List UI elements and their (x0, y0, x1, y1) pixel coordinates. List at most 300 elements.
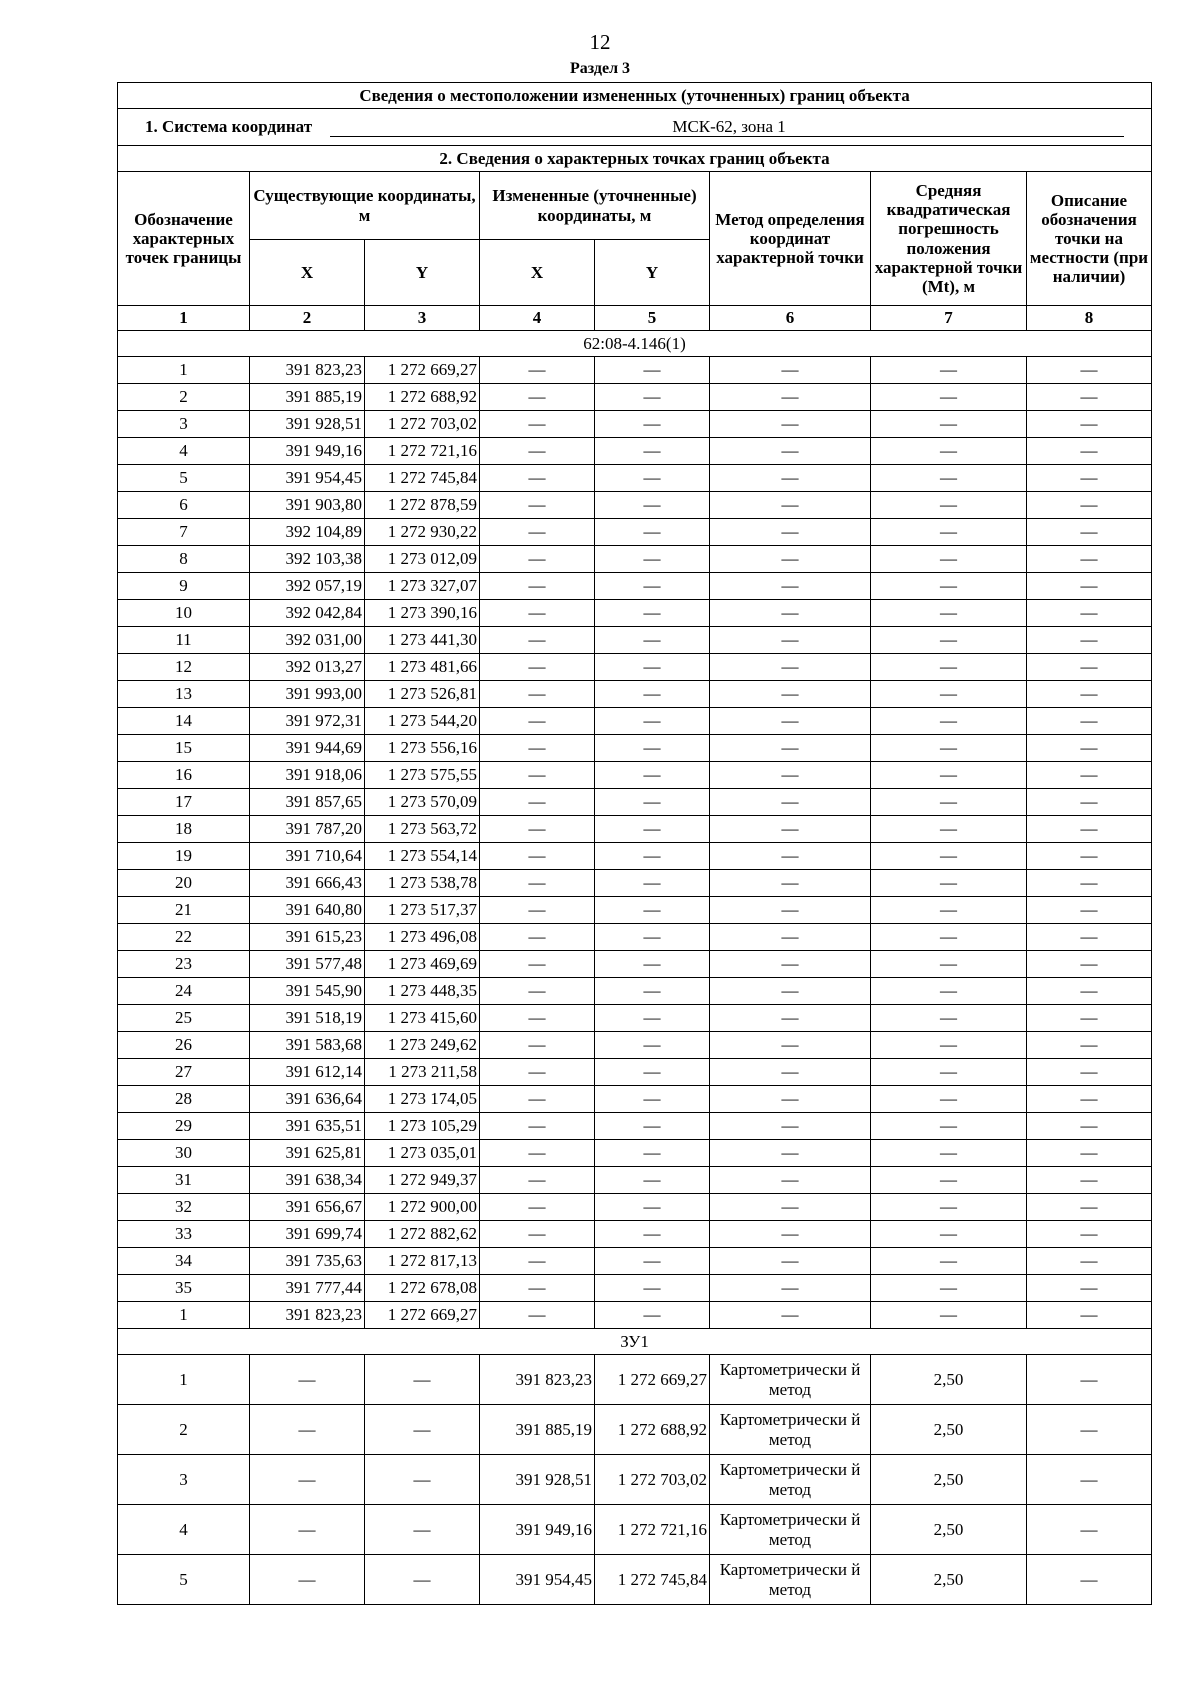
table-row (118, 1505, 1152, 1555)
table-cell: 13 (118, 681, 250, 708)
table-cell: 28 (118, 1086, 250, 1113)
table-cell: Картометрически й метод (710, 1505, 871, 1555)
column-numbers-row (118, 306, 1152, 331)
group-name: ЗУ1 (118, 1329, 1152, 1355)
table-cell: — (480, 870, 595, 897)
table-cell: — (480, 843, 595, 870)
column-number: 2 (250, 306, 365, 331)
table-cell: 18 (118, 816, 250, 843)
table-cell: — (871, 1167, 1027, 1194)
table-row (118, 1032, 1152, 1059)
table-cell: — (595, 1221, 710, 1248)
table-cell: — (871, 735, 1027, 762)
table-cell: 7 (118, 519, 250, 546)
table-cell: — (871, 357, 1027, 384)
table-cell: — (1027, 870, 1152, 897)
table-cell: — (1027, 1140, 1152, 1167)
group-name: 62:08-4.146(1) (118, 331, 1152, 357)
table-cell: — (595, 492, 710, 519)
table-cell: — (710, 1275, 871, 1302)
table-cell: — (595, 789, 710, 816)
table-cell: — (1027, 897, 1152, 924)
table-cell: 31 (118, 1167, 250, 1194)
table-row (118, 573, 1152, 600)
table-cell: 1 273 211,58 (365, 1059, 480, 1086)
table-row (118, 546, 1152, 573)
table-row (118, 1302, 1152, 1329)
table-cell: — (710, 1032, 871, 1059)
table-cell: — (1027, 681, 1152, 708)
table-cell: — (1027, 924, 1152, 951)
table-cell: 2,50 (871, 1455, 1027, 1505)
table-cell: — (1027, 1167, 1152, 1194)
table-cell: — (595, 816, 710, 843)
table-row (118, 1059, 1152, 1086)
table-cell: 1 273 563,72 (365, 816, 480, 843)
table-cell: 391 710,64 (250, 843, 365, 870)
table-cell: 391 954,45 (250, 465, 365, 492)
table-cell: 1 (118, 357, 250, 384)
table-cell: — (710, 1140, 871, 1167)
table-cell: — (595, 1032, 710, 1059)
table-cell: 392 042,84 (250, 600, 365, 627)
table-cell: — (595, 978, 710, 1005)
table-cell: — (710, 546, 871, 573)
table-cell: 391 949,16 (250, 438, 365, 465)
table-cell: 391 944,69 (250, 735, 365, 762)
table-cell: 1 273 035,01 (365, 1140, 480, 1167)
table-cell: — (1027, 465, 1152, 492)
table-cell: 391 918,06 (250, 762, 365, 789)
table-cell: — (871, 681, 1027, 708)
table-cell: — (710, 465, 871, 492)
table-cell: 3 (118, 1455, 250, 1505)
table-row (118, 762, 1152, 789)
boundary-points-table (117, 82, 1152, 1605)
table-cell: — (480, 789, 595, 816)
table-cell: 391 823,23 (250, 357, 365, 384)
table-cell: 24 (118, 978, 250, 1005)
table-cell: 1 273 448,35 (365, 978, 480, 1005)
table-cell: 391 577,48 (250, 951, 365, 978)
table-cell: 391 518,19 (250, 1005, 365, 1032)
points-title: 2. Сведения о характерных точках границ объекта (118, 146, 1152, 172)
table-cell: 392 057,19 (250, 573, 365, 600)
table-row (118, 357, 1152, 384)
table-cell: 391 638,34 (250, 1167, 365, 1194)
table-cell: — (365, 1505, 480, 1555)
table-row (118, 438, 1152, 465)
table-cell: — (480, 465, 595, 492)
table-cell: 1 273 415,60 (365, 1005, 480, 1032)
table-cell: — (710, 1302, 871, 1329)
table-cell: — (365, 1455, 480, 1505)
table-cell: 1 272 703,02 (365, 411, 480, 438)
table-cell: — (710, 978, 871, 1005)
table-cell: 1 272 721,16 (595, 1505, 710, 1555)
table-cell: 391 903,80 (250, 492, 365, 519)
table-cell: 2,50 (871, 1555, 1027, 1605)
group-row (118, 1329, 1152, 1355)
table-row (118, 411, 1152, 438)
table-row (118, 1113, 1152, 1140)
header-changed-y: Y (595, 240, 710, 306)
table-cell: — (1027, 1555, 1152, 1605)
table-cell: 1 273 570,09 (365, 789, 480, 816)
table-cell: — (710, 816, 871, 843)
table-cell: — (871, 708, 1027, 735)
table-cell: — (710, 600, 871, 627)
table-cell: 391 787,20 (250, 816, 365, 843)
table-cell: — (595, 897, 710, 924)
table-cell: — (710, 1113, 871, 1140)
table-cell: — (871, 951, 1027, 978)
table-cell: 11 (118, 627, 250, 654)
table-cell: — (1027, 519, 1152, 546)
table-cell: — (710, 843, 871, 870)
table-cell: 1 273 012,09 (365, 546, 480, 573)
table-cell: — (1027, 627, 1152, 654)
table-cell: — (1027, 762, 1152, 789)
table-cell: — (480, 384, 595, 411)
table-cell: — (365, 1555, 480, 1605)
table-cell: — (595, 1275, 710, 1302)
table-cell: 391 928,51 (250, 411, 365, 438)
table-cell: 2,50 (871, 1505, 1027, 1555)
table-cell: 391 625,81 (250, 1140, 365, 1167)
table-cell: — (595, 465, 710, 492)
table-cell: — (871, 411, 1027, 438)
table-cell: — (871, 1221, 1027, 1248)
table-cell: — (480, 654, 595, 681)
table-cell: — (1027, 600, 1152, 627)
table-cell: 391 635,51 (250, 1113, 365, 1140)
table-cell: 391 640,80 (250, 897, 365, 924)
table-cell: — (710, 384, 871, 411)
table-cell: 8 (118, 546, 250, 573)
table-cell: 1 273 249,62 (365, 1032, 480, 1059)
coord-system-row (118, 109, 1152, 146)
table-cell: — (1027, 1032, 1152, 1059)
header-description: Описание обозначения точки на местности (при наличии) (1027, 172, 1152, 306)
table-cell: 1 273 481,66 (365, 654, 480, 681)
table-cell: — (250, 1405, 365, 1455)
table-row (118, 519, 1152, 546)
table-row (118, 1005, 1152, 1032)
table-cell: — (710, 519, 871, 546)
table-cell: 19 (118, 843, 250, 870)
table-cell: 1 273 575,55 (365, 762, 480, 789)
table-cell: 391 823,23 (250, 1302, 365, 1329)
table-cell: — (480, 627, 595, 654)
table-cell: — (480, 492, 595, 519)
table-cell: 1 272 817,13 (365, 1248, 480, 1275)
table-row (118, 1275, 1152, 1302)
table-cell: — (480, 735, 595, 762)
table-cell: — (871, 546, 1027, 573)
table-cell: 391 823,23 (480, 1355, 595, 1405)
table-cell: — (871, 843, 1027, 870)
table-row (118, 1221, 1152, 1248)
table-cell: — (710, 627, 871, 654)
group-row (118, 331, 1152, 357)
table-cell: — (595, 843, 710, 870)
table-cell: 392 103,38 (250, 546, 365, 573)
table-cell: — (710, 1194, 871, 1221)
table-cell: — (1027, 1086, 1152, 1113)
table-row (118, 843, 1152, 870)
table-cell: — (250, 1455, 365, 1505)
table-cell: — (871, 816, 1027, 843)
table-row (118, 1355, 1152, 1405)
table-cell: 14 (118, 708, 250, 735)
table-cell: — (250, 1355, 365, 1405)
table-cell: 9 (118, 573, 250, 600)
table-cell: 1 273 327,07 (365, 573, 480, 600)
table-cell: 1 273 538,78 (365, 870, 480, 897)
table-row (118, 1086, 1152, 1113)
table-cell: 16 (118, 762, 250, 789)
table-cell: — (595, 708, 710, 735)
table-cell: — (1027, 438, 1152, 465)
table-cell: — (710, 924, 871, 951)
table-cell: 1 273 105,29 (365, 1113, 480, 1140)
header-existing-x: X (250, 240, 365, 306)
table-cell: — (595, 573, 710, 600)
table-cell: 1 272 882,62 (365, 1221, 480, 1248)
table-cell: Картометрически й метод (710, 1455, 871, 1505)
table-cell: 391 666,43 (250, 870, 365, 897)
table-cell: — (480, 1221, 595, 1248)
table-cell: — (710, 897, 871, 924)
table-cell: 10 (118, 600, 250, 627)
table-cell: — (595, 1248, 710, 1275)
table-cell: — (871, 870, 1027, 897)
table-row (118, 1140, 1152, 1167)
table-cell: 391 612,14 (250, 1059, 365, 1086)
table-cell: 1 272 669,27 (595, 1355, 710, 1405)
table-cell: 1 272 745,84 (365, 465, 480, 492)
table-cell: — (480, 1032, 595, 1059)
table-cell: — (1027, 1302, 1152, 1329)
table-cell: — (710, 870, 871, 897)
table-cell: 1 273 496,08 (365, 924, 480, 951)
table-cell: — (480, 1059, 595, 1086)
table-cell: 1 272 678,08 (365, 1275, 480, 1302)
table-cell: — (871, 1086, 1027, 1113)
table-cell: — (480, 546, 595, 573)
table-row (118, 600, 1152, 627)
table-cell: — (1027, 843, 1152, 870)
table-cell: 30 (118, 1140, 250, 1167)
table-cell: — (480, 1113, 595, 1140)
table-cell: — (595, 546, 710, 573)
table-cell: — (871, 1005, 1027, 1032)
table-cell: — (1027, 1405, 1152, 1455)
table-row (118, 1555, 1152, 1605)
table-cell: — (480, 519, 595, 546)
table-cell: — (710, 492, 871, 519)
table-cell: 1 272 703,02 (595, 1455, 710, 1505)
table-row (118, 492, 1152, 519)
table-cell: — (710, 357, 871, 384)
table-cell: 2,50 (871, 1405, 1027, 1455)
table-cell: — (480, 681, 595, 708)
section-title: Раздел 3 (569, 60, 631, 77)
table-cell: — (1027, 1248, 1152, 1275)
table-cell: 33 (118, 1221, 250, 1248)
table-cell: — (710, 1005, 871, 1032)
table-cell: — (480, 951, 595, 978)
table-cell: 32 (118, 1194, 250, 1221)
table-row (118, 384, 1152, 411)
table-cell: 1 272 878,59 (365, 492, 480, 519)
table-cell: 1 273 469,69 (365, 951, 480, 978)
table-cell: — (710, 1086, 871, 1113)
table-cell: 22 (118, 924, 250, 951)
table-cell: 391 954,45 (480, 1555, 595, 1605)
table-row (118, 816, 1152, 843)
table-cell: 1 272 930,22 (365, 519, 480, 546)
table-cell: — (710, 573, 871, 600)
table-cell: 391 885,19 (250, 384, 365, 411)
table-row (118, 681, 1152, 708)
table-cell: — (1027, 654, 1152, 681)
table-cell: 1 273 517,37 (365, 897, 480, 924)
table-cell: — (480, 438, 595, 465)
table-title: Сведения о местоположении измененных (уточненных) границ объекта (118, 83, 1152, 109)
table-cell: — (1027, 1194, 1152, 1221)
table-cell: — (595, 600, 710, 627)
table-cell: 1 273 544,20 (365, 708, 480, 735)
column-number: 3 (365, 306, 480, 331)
table-cell: Картометрически й метод (710, 1405, 871, 1455)
table-cell: 1 272 949,37 (365, 1167, 480, 1194)
table-cell: 391 777,44 (250, 1275, 365, 1302)
table-cell: 23 (118, 951, 250, 978)
table-cell: 1 272 669,27 (365, 357, 480, 384)
table-row (118, 1455, 1152, 1505)
table-cell: 4 (118, 1505, 250, 1555)
table-cell: — (871, 1302, 1027, 1329)
table-cell: 1 272 669,27 (365, 1302, 480, 1329)
table-cell: 1 272 688,92 (595, 1405, 710, 1455)
table-cell: 392 104,89 (250, 519, 365, 546)
table-cell: 34 (118, 1248, 250, 1275)
table-cell: 391 885,19 (480, 1405, 595, 1455)
table-cell: 27 (118, 1059, 250, 1086)
table-cell: 2 (118, 384, 250, 411)
table-row (118, 735, 1152, 762)
table-cell: — (871, 762, 1027, 789)
table-row (118, 1194, 1152, 1221)
table-cell: — (1027, 789, 1152, 816)
table-cell: 391 583,68 (250, 1032, 365, 1059)
table-cell: — (595, 924, 710, 951)
table-cell: — (480, 1248, 595, 1275)
column-number: 4 (480, 306, 595, 331)
table-cell: — (595, 1005, 710, 1032)
header-existing-y: Y (365, 240, 480, 306)
table-cell: — (1027, 1005, 1152, 1032)
table-cell: — (1027, 816, 1152, 843)
table-cell: — (871, 438, 1027, 465)
table-cell: — (1027, 1221, 1152, 1248)
table-cell: — (365, 1355, 480, 1405)
table-cell: — (710, 1059, 871, 1086)
table-cell: — (1027, 384, 1152, 411)
table-cell: 26 (118, 1032, 250, 1059)
coord-system-label: 1. Система координат (144, 116, 313, 136)
table-cell: — (710, 1167, 871, 1194)
table-cell: — (871, 789, 1027, 816)
table-cell: — (595, 681, 710, 708)
table-cell: — (871, 465, 1027, 492)
table-cell: 15 (118, 735, 250, 762)
page-number: 12 (589, 30, 611, 54)
table-cell: — (710, 951, 871, 978)
table-cell: — (595, 1167, 710, 1194)
table-cell: — (480, 1167, 595, 1194)
table-cell: 3 (118, 411, 250, 438)
table-cell: 1 272 745,84 (595, 1555, 710, 1605)
table-cell: — (710, 654, 871, 681)
table-cell: — (1027, 1505, 1152, 1555)
table-cell: — (480, 762, 595, 789)
table-cell: 1 (118, 1355, 250, 1405)
table-cell: 391 949,16 (480, 1505, 595, 1555)
table-cell: 25 (118, 1005, 250, 1032)
table-cell: — (710, 1248, 871, 1275)
table-cell: 21 (118, 897, 250, 924)
table-cell: — (871, 1194, 1027, 1221)
table-cell: — (595, 870, 710, 897)
table-cell: — (480, 357, 595, 384)
table-cell: 392 031,00 (250, 627, 365, 654)
table-cell: — (1027, 1059, 1152, 1086)
table-cell: — (1027, 708, 1152, 735)
table-row (118, 978, 1152, 1005)
table-row (118, 708, 1152, 735)
table-cell: 1 (118, 1302, 250, 1329)
table-cell: 4 (118, 438, 250, 465)
table-cell: — (595, 1140, 710, 1167)
table-cell: 391 615,23 (250, 924, 365, 951)
table-cell: 1 273 390,16 (365, 600, 480, 627)
table-cell: — (871, 1113, 1027, 1140)
table-cell: 391 545,90 (250, 978, 365, 1005)
table-cell: 391 636,64 (250, 1086, 365, 1113)
table-cell: — (480, 708, 595, 735)
table-cell: — (595, 627, 710, 654)
table-cell: — (595, 762, 710, 789)
table-cell: — (710, 735, 871, 762)
header-error: Средняя квадратическая погрешность положения характерной точки (Mt), м (871, 172, 1027, 306)
table-cell: Картометрически й метод (710, 1555, 871, 1605)
table-cell: 1 273 554,14 (365, 843, 480, 870)
table-cell: — (595, 951, 710, 978)
table-cell: — (250, 1505, 365, 1555)
table-cell: 1 272 688,92 (365, 384, 480, 411)
table-cell: — (1027, 951, 1152, 978)
table-cell: — (480, 1140, 595, 1167)
table-cell: — (595, 1302, 710, 1329)
header-designation: Обозначение характерных точек границы (118, 172, 250, 306)
table-cell: 2,50 (871, 1355, 1027, 1405)
table-cell: — (871, 600, 1027, 627)
table-cell: — (871, 573, 1027, 600)
table-cell: — (871, 924, 1027, 951)
